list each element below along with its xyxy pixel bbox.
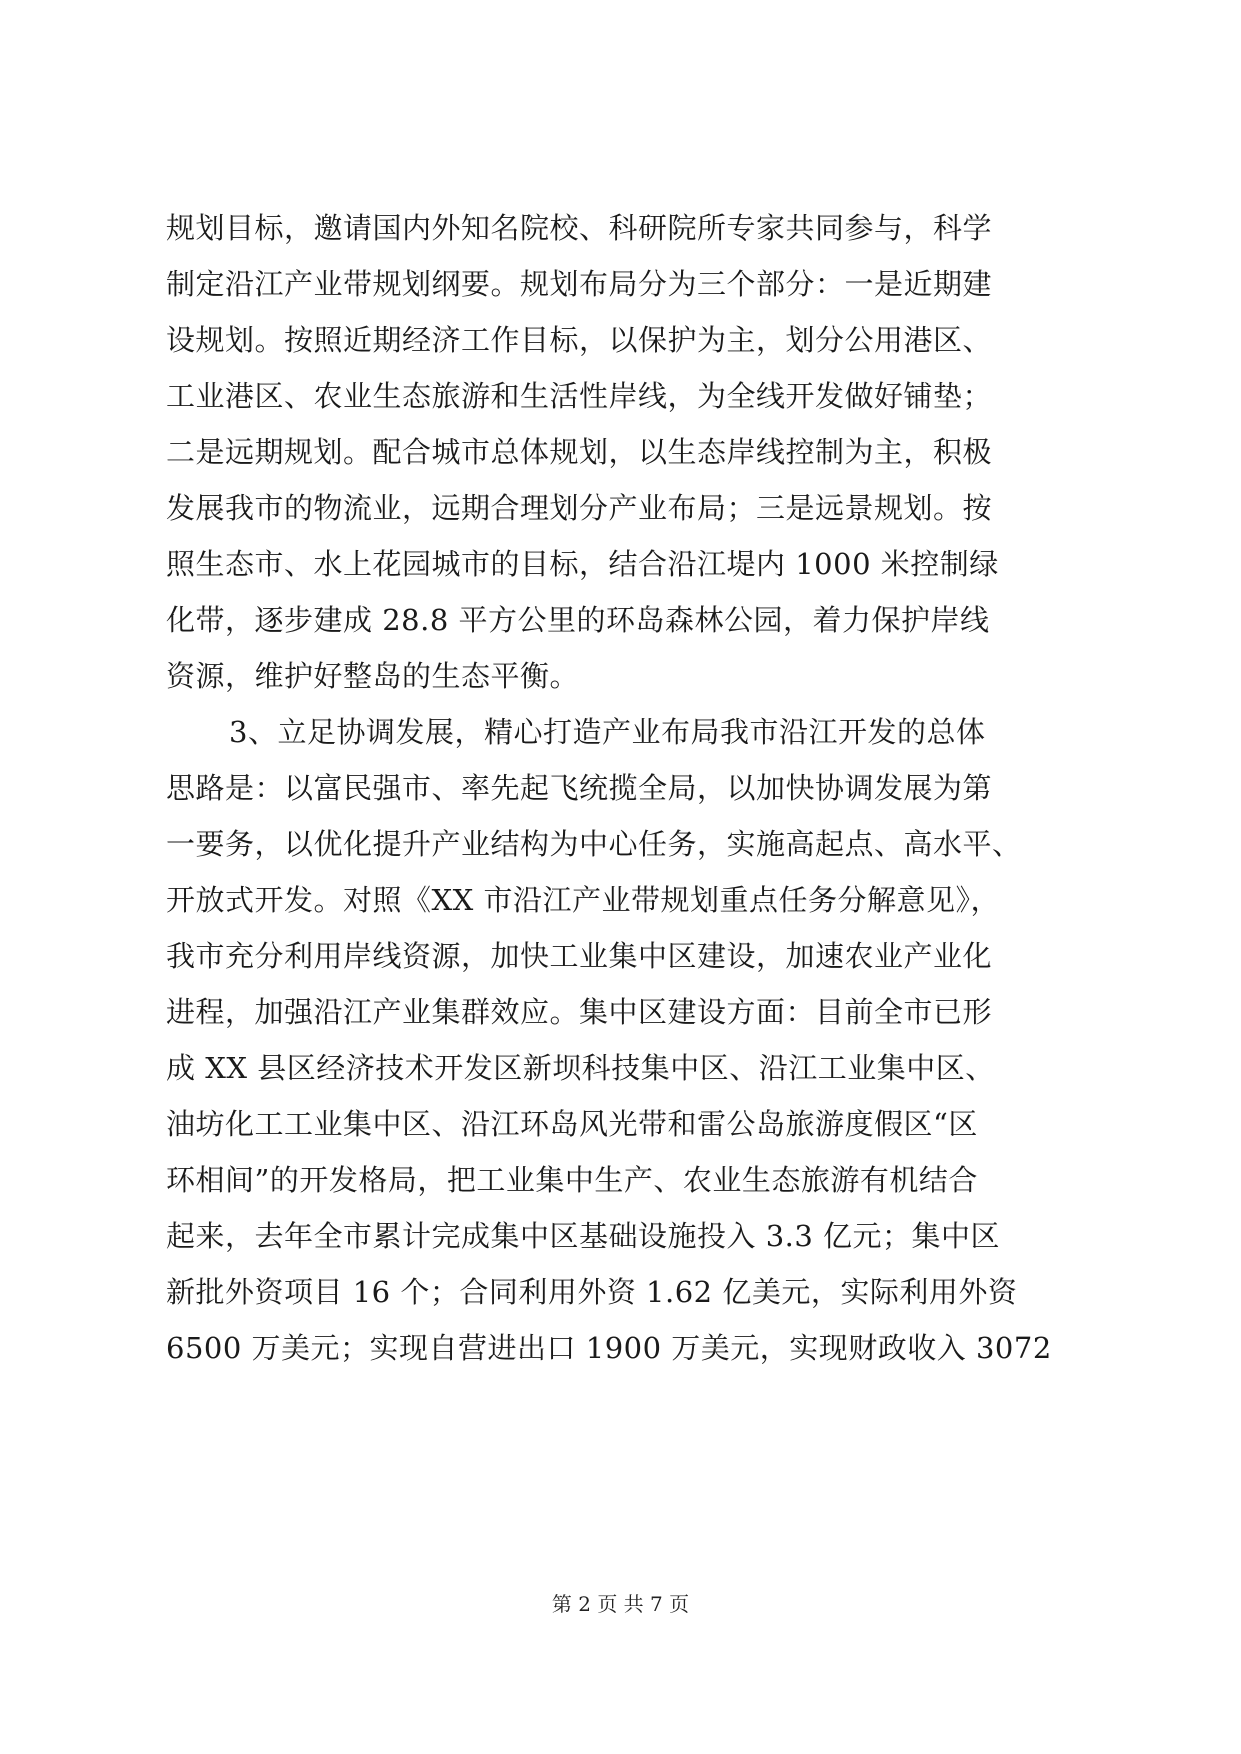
text-line: 资源，维护好整岛的生态平衡。 — [166, 659, 580, 693]
text-line: 设规划。按照近期经济工作目标，以保护为主，划分公用港区、 — [166, 323, 993, 357]
text-line: 进程，加强沿江产业集群效应。集中区建设方面：目前全市已形 — [166, 995, 993, 1029]
text-line: 油坊化工工业集中区、沿江环岛风光带和雷公岛旅游度假区“区 — [166, 1107, 978, 1141]
text-line: 化带，逐步建成 28.8 平方公里的环岛森林公园，着力保护岸线 — [166, 603, 990, 637]
text-line: 新批外资项目 16 个；合同利用外资 1.62 亿美元，实际利用外资 — [166, 1275, 1018, 1309]
text-line: 起来，去年全市累计完成集中区基础设施投入 3.3 亿元；集中区 — [166, 1219, 1001, 1253]
text-line: 开放式开发。对照《XX 市沿江产业带规划重点任务分解意见》， — [166, 883, 1001, 917]
text-line: 工业港区、农业生态旅游和生活性岸线，为全线开发做好铺垫； — [166, 379, 993, 413]
text-line: 二是远期规划。配合城市总体规划，以生态岸线控制为主，积极 — [166, 435, 993, 469]
text-line: 我市充分利用岸线资源，加快工业集中区建设，加速农业产业化 — [166, 939, 993, 973]
text-line: 成 XX 县区经济技术开发区新坝科技集中区、沿江工业集中区、 — [166, 1051, 995, 1085]
text-line: 环相间”的开发格局，把工业集中生产、农业生态旅游有机结合 — [166, 1163, 978, 1197]
text-line: 规划目标，邀请国内外知名院校、科研院所专家共同参与，科学 — [166, 211, 993, 245]
text-line: 一要务，以优化提升产业结构为中心任务，实施高起点、高水平、 — [166, 827, 1022, 861]
text-line: 制定沿江产业带规划纲要。规划布局分为三个部分：一是近期建 — [166, 267, 993, 301]
text-line: 6500 万美元；实现自营进出口 1900 万美元，实现财政收入 3072 — [166, 1331, 1052, 1365]
text-line: 照生态市、水上花园城市的目标，结合沿江堤内 1000 米控制绿 — [166, 547, 999, 581]
paragraph-first-line: 3、立足协调发展，精心打造产业布局我市沿江开发的总体 — [229, 715, 986, 749]
page-number-footer: 第 2 页 共 7 页 — [551, 1592, 690, 1616]
text-line: 思路是：以富民强市、率先起飞统揽全局，以加快协调发展为第 — [166, 771, 993, 805]
text-line: 发展我市的物流业，远期合理划分产业布局；三是远景规划。按 — [166, 491, 993, 525]
